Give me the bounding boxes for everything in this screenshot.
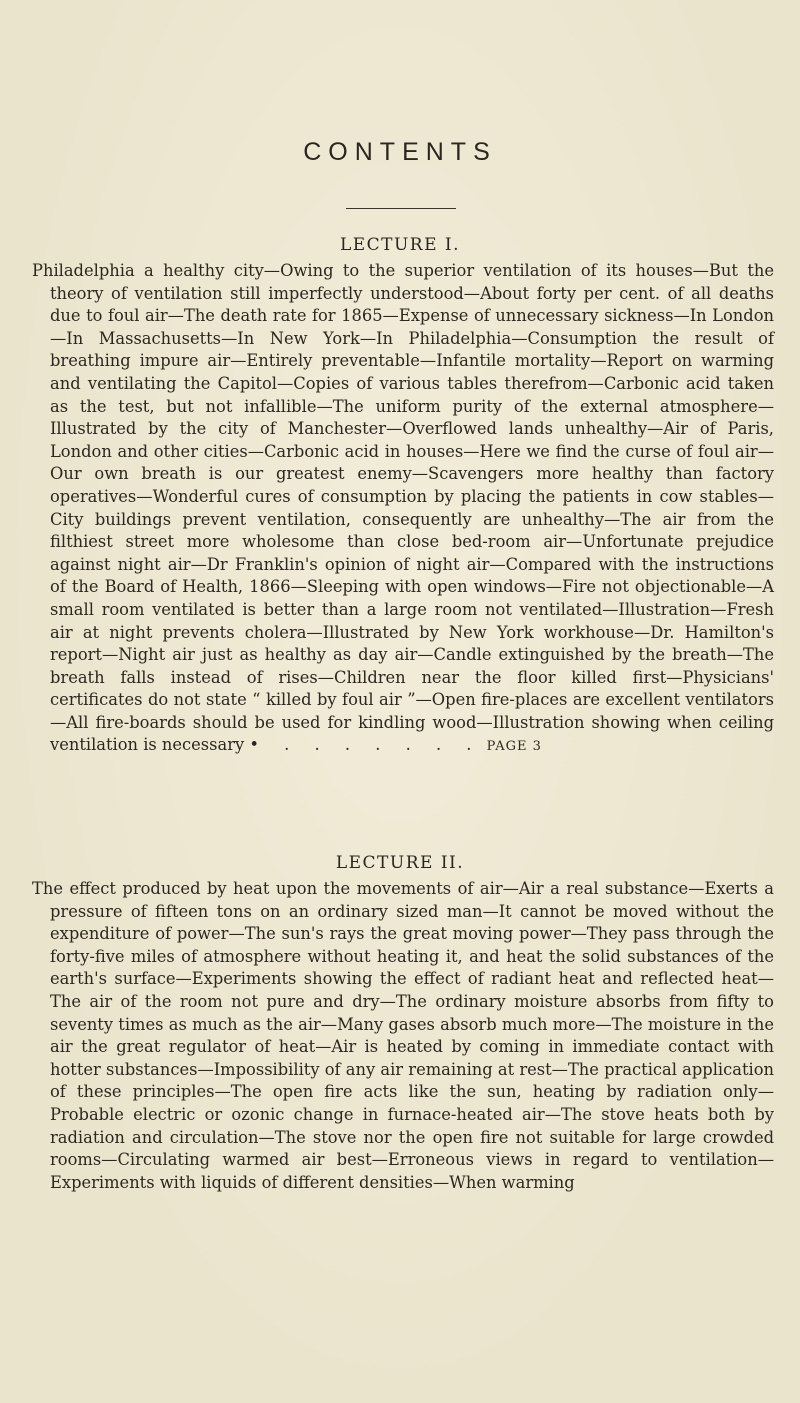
lecture-1-leader-dots: • . . . . . . . [249, 735, 482, 755]
lecture-2-heading: LECTURE II. [335, 853, 465, 873]
title-divider [346, 208, 456, 209]
contents-title: CONTENTS [303, 138, 497, 166]
lecture-2-text: The effect produced by heat upon the movements of air—Air a real substance—Exerts a pressure of fifteen tons on an ordinary sized man—It cannot be moved without the expenditure of power—The sun's rays the great moving power—They pass through the forty-five miles of atmosphere without heating it, and heat the solid substances of the earth's surface—Experiments showing the effect of radiant heat and reflected heat—The air of the room not pure and dry—The ordinary moisture absorbs from fifty to seventy times as much as the air—Many gases absorb much more—The moisture in the air the great regulator of heat—Air is heated by coming in immediate contact with hotter substances—Impossibility of any air remaining at rest—The practical application of these principles—The open fire acts like the sun, heating by radiation only—Probable electric or ozonic change in furnace-heated air—The stove heats both by radiation and circulation—The stove nor the open fire not suitable for large crowded rooms—Circulating warmed air best—Erroneous views in regard to ventilation—Experiments with liquids of different densities—When warming [32, 879, 774, 1192]
lecture-1-text: Philadelphia a healthy city—Owing to the superior ventilation of its houses—But the theory of ventilation still imperfectly understood—About forty per cent. of all deaths due to foul air—The death rate for 1865—Expense of unnecessary sickness—In London—In Massachusetts—In New York—In Philadelphia—Consumption the result of breathing impure air—Entirely preventable—Infantile mortality—Report on warming and ventilating the Capitol—Copies of various tables therefrom—Carbonic acid taken as the test, but not infallible—The uniform purity of the external atmosphere—Illustrated by the city of Manchester—Overflowed lands unhealthy—Air of Paris, London and other cities—Carbonic acid in houses—Here we find the curse of foul air—Our own breath is our greatest enemy—Scavengers more healthy than factory operatives—Wonderful cures of consumption by placing the patients in cow stables—City buildings prevent ventilation, consequently are unhealthy—The air from the filthiest street more wholesome than close bed-room air—Unfortunate prejudice against night air—Dr Franklin's opinion of night air—Compared with the instructions of the Board of Health, 1866—Sleeping with open windows—Fire not objectionable—A small room ventilated is better than a large room not ventilated—Illustration—Fresh air at night prevents cholera—Illustrated by New York workhouse—Dr. Hamilton's report—Night air just as healthy as day air—Candle extinguished by the breath—The breath falls instead of rises—Children near the floor killed first—Physicians' certificates do not state “ killed by foul air ”—Open fire-places are excellent ventilators—All fire-boards should be used for kindling wood—Illustration showing when ceiling ventilation is necessary [32, 261, 774, 755]
lecture-1-summary [32, 260, 774, 759]
lecture-1-page-ref: PAGE 3 [486, 739, 542, 755]
lecture-2-summary [32, 878, 774, 1194]
lecture-1-heading: LECTURE I. [339, 235, 461, 255]
